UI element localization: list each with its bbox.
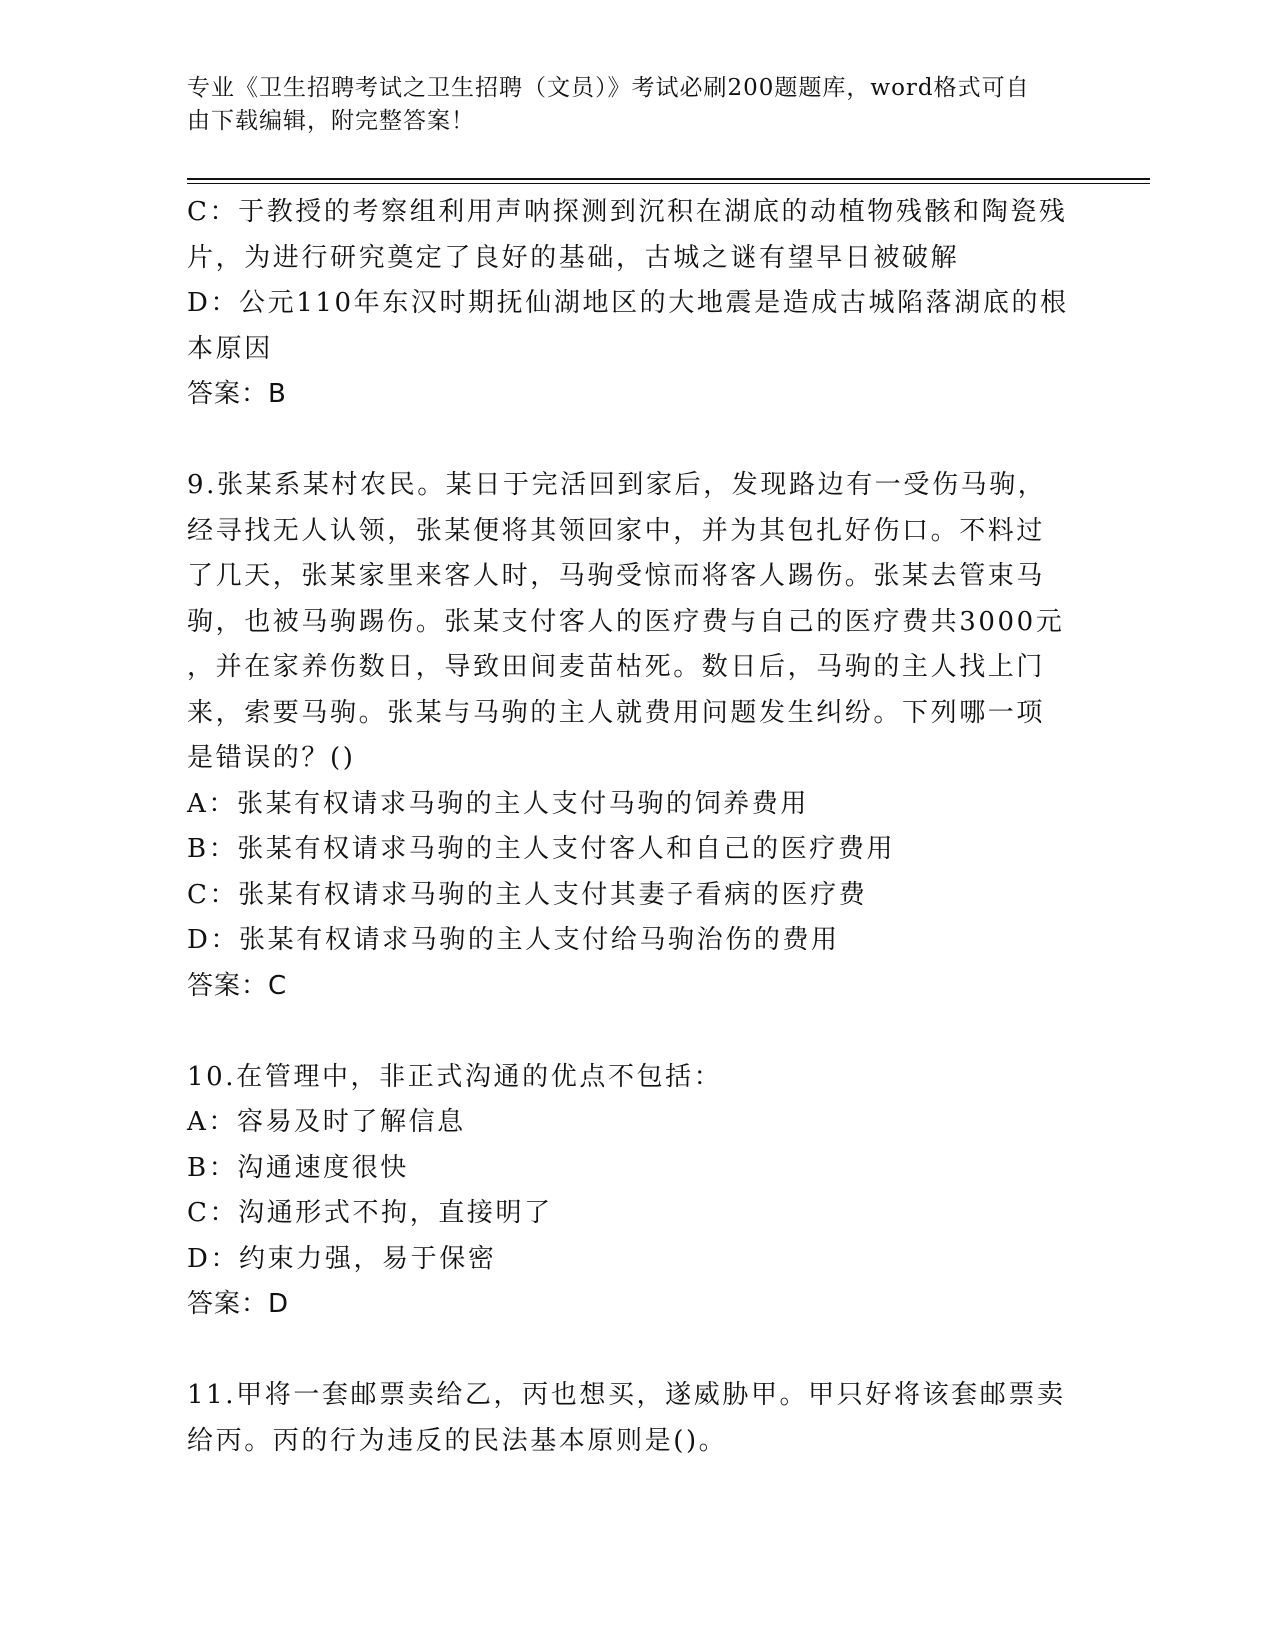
q9-stem-line: ，并在家养伤数日，导致田间麦苗枯死。数日后，马驹的主人找上门 [187, 652, 1046, 682]
q10-answer: 答案：D [187, 1289, 290, 1319]
q8-option-d-line-1: D：公元110年东汉时期抚仙湖地区的大地震是造成古城陷落湖底的根 [187, 288, 1069, 318]
question-8-block [187, 190, 1082, 418]
q9-stem-line: 9.张某系某村农民。某日于完活回到家后，发现路边有一受伤马驹， [187, 470, 1047, 500]
q9-stem-line: 经寻找无人认领，张某便将其领回家中，并为其包扎好伤口。不料过 [187, 515, 1046, 546]
q9-option-a: A：张某有权请求马驹的主人支付马驹的饲养费用 [187, 788, 809, 819]
q9-stem-line: 来，索要马驹。张某与马驹的主人就费用问题发生纠纷。下列哪一项 [187, 697, 1046, 728]
q9-stem-line: 是错误的？() [187, 743, 356, 773]
q9-option-b: B：张某有权请求马驹的主人支付客人和自己的医疗费用 [187, 834, 896, 864]
q10-stem: 10.在管理中，非正式沟通的优点不包括： [187, 1061, 723, 1092]
question-10-block [187, 1055, 1082, 1328]
question-9-block [187, 463, 1082, 1009]
q8-option-c-line-2: 片，为进行研究奠定了良好的基础，古城之谜有望早日被破解 [187, 242, 960, 273]
header-line-1: 专业《卫生招聘考试之卫生招聘（文员）》考试必刷200题题库，word格式可自 [187, 75, 1030, 101]
spacer [187, 1328, 1082, 1374]
q9-option-d: D：张某有权请求马驹的主人支付给马驹治伤的费用 [187, 925, 840, 955]
q9-answer: 答案：C [187, 970, 288, 1001]
q10-option-c: C：沟通形式不拘，直接明了 [187, 1198, 553, 1228]
q8-option-d-line-2: 本原因 [187, 333, 273, 364]
q11-stem-line-1: 11.甲将一套邮票卖给乙，丙也想买，遂威胁甲。甲只好将该套邮票卖 [187, 1380, 1066, 1410]
header-rule-thick [187, 178, 1150, 180]
spacer [187, 418, 1082, 464]
q8-option-c-line-1: C：于教授的考察组利用声呐探测到沉积在湖底的动植物残骸和陶瓷残 [187, 197, 1068, 227]
q9-option-c: C：张某有权请求马驹的主人支付其妻子看病的医疗费 [187, 879, 868, 910]
q10-option-b: B：沟通速度很快 [187, 1152, 409, 1183]
q9-stem-line: 了几天，张某家里来客人时，马驹受惊而将客人踢伤。张某去管束马 [187, 561, 1046, 591]
header-rule-thin [187, 183, 1150, 184]
q11-stem-line-2: 给丙。丙的行为违反的民法基本原则是()。 [187, 1425, 728, 1456]
q10-option-d: D：约束力强，易于保密 [187, 1243, 497, 1274]
document-body [187, 190, 1082, 1464]
document-header [187, 72, 1067, 138]
spacer [187, 1009, 1082, 1055]
q8-answer: 答案：B [187, 379, 287, 409]
q9-stem-line: 驹，也被马驹踢伤。张某支付客人的医疗费与自己的医疗费共3000元 [187, 606, 1065, 637]
question-11-block [187, 1373, 1082, 1464]
q10-option-a: A：容易及时了解信息 [187, 1107, 466, 1137]
header-line-2: 由下载编辑，附完整答案！ [187, 108, 475, 134]
